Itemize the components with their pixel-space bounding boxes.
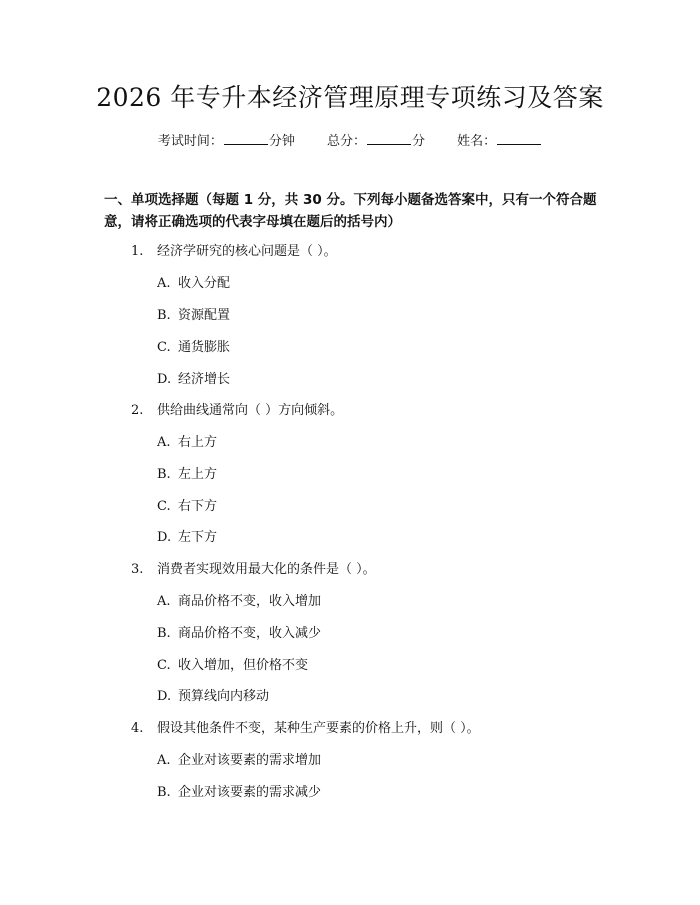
question-2-option-d bbox=[157, 528, 217, 548]
question-1-option-b bbox=[157, 306, 230, 326]
total-score-blank bbox=[367, 130, 411, 145]
total-score-label: 总分： bbox=[326, 134, 366, 149]
option-letter: B. bbox=[157, 626, 171, 641]
question-3-option-a bbox=[157, 592, 321, 612]
option-letter: C. bbox=[157, 658, 171, 673]
question-text: 经济学研究的核心问题是（ ）。 bbox=[157, 244, 337, 259]
question-number: 1. bbox=[131, 244, 144, 259]
option-text: 企业对该要素的需求增加 bbox=[178, 753, 322, 768]
question-1 bbox=[131, 242, 337, 262]
question-4-option-a bbox=[157, 751, 321, 771]
option-letter: C. bbox=[157, 340, 171, 355]
option-letter: D. bbox=[157, 530, 172, 545]
question-4-option-b bbox=[157, 783, 321, 803]
question-2-option-a bbox=[157, 433, 217, 453]
option-text: 商品价格不变，收入减少 bbox=[178, 626, 322, 641]
document-title: 2026 年专升本经济管理原理专项练习及答案 bbox=[96, 83, 604, 112]
question-1-option-c bbox=[157, 338, 230, 358]
option-letter: A. bbox=[157, 435, 171, 450]
question-3-option-b bbox=[157, 624, 321, 644]
option-text: 通货膨胀 bbox=[178, 340, 231, 355]
exam-time-unit: 分钟 bbox=[268, 134, 295, 149]
question-3-option-d bbox=[157, 687, 269, 707]
exam-info-line bbox=[0, 130, 700, 153]
section-heading: 一、单项选择题（每题 1 分，共 30 分。下列每小题备选答案中，只有一个符合题意，请将正确选项的代表字母填在题后的括号内） bbox=[104, 192, 597, 230]
option-letter: D. bbox=[157, 689, 172, 704]
question-text: 假设其他条件不变，某种生产要素的价格上升，则（ ）。 bbox=[157, 721, 480, 736]
exam-time-blank bbox=[224, 130, 268, 145]
question-1-option-a bbox=[157, 274, 230, 294]
option-text: 右下方 bbox=[178, 499, 218, 514]
option-text: 收入分配 bbox=[178, 276, 231, 291]
option-letter: C. bbox=[157, 499, 171, 514]
option-text: 经济增长 bbox=[178, 372, 231, 387]
option-text: 商品价格不变，收入增加 bbox=[178, 594, 322, 609]
option-text: 企业对该要素的需求减少 bbox=[178, 785, 322, 800]
option-text: 左上方 bbox=[178, 467, 218, 482]
question-3-option-c bbox=[157, 656, 308, 676]
option-letter: B. bbox=[157, 308, 171, 323]
question-text: 供给曲线通常向（ ）方向倾斜。 bbox=[157, 403, 344, 418]
student-name-field bbox=[457, 130, 542, 153]
question-number: 3. bbox=[131, 562, 144, 577]
option-text: 右上方 bbox=[178, 435, 218, 450]
option-letter: D. bbox=[157, 372, 172, 387]
question-2 bbox=[131, 401, 343, 421]
option-letter: A. bbox=[157, 594, 171, 609]
question-4 bbox=[131, 719, 480, 739]
question-2-option-b bbox=[157, 465, 217, 485]
option-text: 收入增加，但价格不变 bbox=[178, 658, 309, 673]
option-letter: B. bbox=[157, 467, 171, 482]
question-number: 4. bbox=[131, 721, 144, 736]
option-letter: A. bbox=[157, 753, 171, 768]
question-number: 2. bbox=[131, 403, 144, 418]
total-score-unit: 分 bbox=[412, 134, 426, 149]
option-text: 左下方 bbox=[178, 530, 218, 545]
question-3 bbox=[131, 560, 376, 580]
exam-time-field bbox=[158, 130, 295, 153]
exam-time-label: 考试时间： bbox=[157, 134, 223, 149]
student-name-label: 姓名： bbox=[457, 134, 497, 149]
question-1-option-d bbox=[157, 370, 230, 390]
option-letter: B. bbox=[157, 785, 171, 800]
student-name-blank bbox=[497, 130, 541, 145]
option-text: 预算线向内移动 bbox=[178, 689, 270, 704]
question-2-option-c bbox=[157, 497, 217, 517]
option-letter: A. bbox=[157, 276, 171, 291]
option-text: 资源配置 bbox=[178, 308, 231, 323]
total-score-field bbox=[327, 130, 425, 153]
question-text: 消费者实现效用最大化的条件是（ ）。 bbox=[157, 562, 376, 577]
